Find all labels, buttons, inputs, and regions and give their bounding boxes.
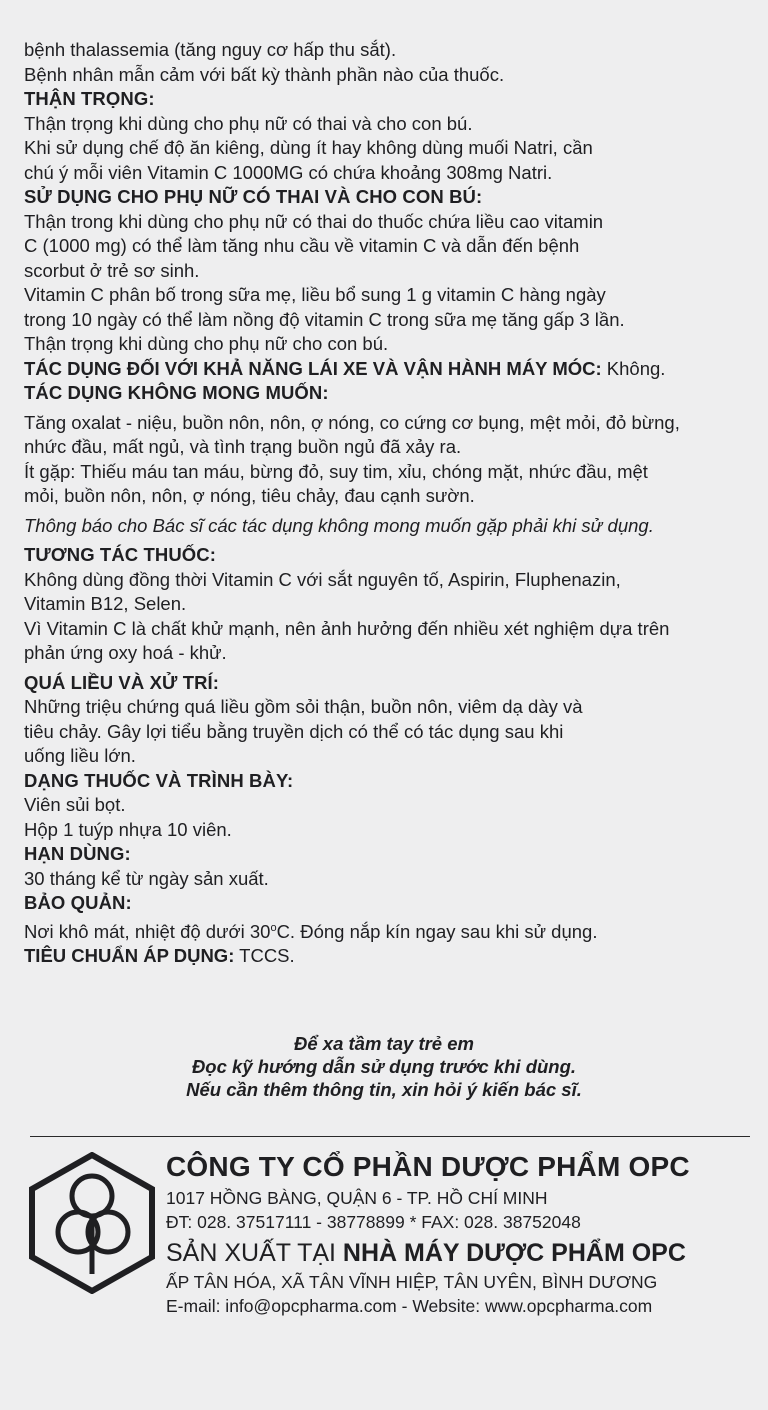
section-heading-form: DẠNG THUỐC VÀ TRÌNH BÀY: — [24, 769, 294, 791]
made-at-line — [166, 1236, 761, 1270]
standard-value: TCCS. — [234, 945, 295, 967]
text-line: tiêu chảy. Gây lợi tiểu bằng truyền dịch có thể có tác dụng sau khi — [24, 720, 564, 742]
text-line: nhức đầu, mất ngủ, và tình trạng buồn ngủ đã xảy ra. — [24, 436, 462, 457]
section-heading-than-trong: THẬN TRỌNG: — [24, 88, 155, 109]
text-line: Vitamin B12, Selen. — [24, 593, 187, 614]
text-line: Không dùng đồng thời Vitamin C với sắt nguyên tố, Aspirin, Fluphenazin, — [24, 568, 621, 590]
text-line: 30 tháng kể từ ngày sản xuất. — [24, 867, 269, 889]
degree-sign: o — [270, 921, 277, 934]
warning-block — [0, 1032, 768, 1101]
text-line: Hộp 1 tuýp nhựa 10 viên. — [24, 818, 232, 840]
text-line: trong 10 ngày có thể làm nồng độ vitamin C trong sữa mẹ tăng gấp 3 lần. — [24, 308, 625, 330]
standard-line — [24, 944, 754, 969]
section-heading-expiry: HẠN DÙNG: — [24, 843, 131, 864]
section-heading-standard: TIÊU CHUẨN ÁP DỤNG: — [24, 945, 235, 967]
text-line: scorbut ở trẻ sơ sinh. — [24, 259, 200, 281]
company-block — [166, 1148, 761, 1318]
section-heading-pregnancy: SỬ DỤNG CHO PHỤ NỮ CÓ THAI VÀ CHO CON BÚ: — [24, 186, 483, 207]
text-line: Bệnh nhân mẫn cảm với bất kỳ thành phần nào của thuốc. — [24, 63, 505, 85]
section-heading-side-effects: TÁC DỤNG KHÔNG MONG MUỐN: — [24, 382, 329, 403]
text-line: Vitamin C phân bố trong sữa mẹ, liều bổ sung 1 g vitamin C hàng ngày — [24, 284, 606, 305]
text-line: mỏi, buồn nôn, nôn, ợ nóng, tiêu chảy, đau cạnh sườn. — [24, 485, 475, 506]
company-phone: ĐT: 028. 37517111 - 38778899 * FAX: 028. 38752048 — [166, 1212, 581, 1232]
text-line: phản ứng oxy hoá - khử. — [24, 642, 227, 663]
section-heading-overdose: QUÁ LIỀU VÀ XỬ TRÍ: — [24, 671, 220, 693]
text-line: Thận trong khi dùng cho phụ nữ có thai do thuốc chứa liều cao vitamin — [24, 210, 604, 232]
factory-address: ẤP TÂN HÓA, XÃ TÂN VĨNH HIỆP, TÂN UYÊN, BÌNH DƯƠNG — [166, 1272, 658, 1292]
warning-line: Đọc kỹ hướng dẫn sử dụng trước khi dùng. — [191, 1056, 577, 1077]
text-line: Viên sủi bọt. — [24, 794, 126, 815]
text-line: uống liều lớn. — [24, 745, 136, 766]
section-heading-storage: BẢO QUẢN: — [24, 892, 132, 913]
text-line: Những triệu chứng quá liều gồm sỏi thận, buồn nôn, viêm dạ dày và — [24, 696, 583, 717]
text-line: Khi sử dụng chế độ ăn kiêng, dùng ít hay không dùng muối Natri, cần — [24, 137, 593, 158]
storage-text-before: Nơi khô mát, nhiệt độ dưới 30 — [24, 920, 271, 942]
made-at-label: SẢN XUẤT TẠI — [166, 1239, 343, 1267]
opc-logo — [28, 1152, 156, 1294]
text-line: Thận trọng khi dùng cho phụ nữ có thai và cho con bú. — [24, 112, 473, 134]
storage-line — [24, 916, 754, 945]
warning-line: Nếu cần thêm thông tin, xin hỏi ý kiến bác sĩ. — [186, 1079, 582, 1100]
driving-value: Không. — [601, 357, 666, 379]
factory-name: NHÀ MÁY DƯỢC PHẨM OPC — [342, 1239, 686, 1267]
driving-line — [24, 357, 754, 382]
text-line: chú ý mỗi viên Vitamin C 1000MG có chứa khoảng 308mg Natri. — [24, 161, 553, 183]
section-heading-interactions: TƯƠNG TÁC THUỐC: — [24, 544, 217, 565]
company-name: CÔNG TY CỔ PHẦN DƯỢC PHẨM OPC — [166, 1151, 690, 1182]
storage-text-after: C. Đóng nắp kín ngay sau khi sử dụng. — [276, 920, 598, 942]
divider — [30, 1136, 750, 1137]
warning-line: Để xa tầm tay trẻ em — [294, 1033, 474, 1054]
text-line: Thận trọng khi dùng cho phụ nữ cho con bú. — [24, 333, 389, 354]
company-contact: E-mail: info@opcpharma.com - Website: www.opcpharma.com — [166, 1296, 653, 1316]
leaflet-text — [24, 38, 754, 969]
text-line: Vì Vitamin C là chất khử mạnh, nên ảnh hưởng đến nhiều xét nghiệm dựa trên — [24, 617, 670, 639]
company-address: 1017 HỒNG BÀNG, QUẬN 6 - TP. HỒ CHÍ MINH — [166, 1188, 548, 1208]
text-line: C (1000 mg) có thể làm tăng nhu cầu về vitamin C và dẫn đến bệnh — [24, 235, 580, 256]
text-line: Tăng oxalat - niệu, buồn nôn, nôn, ợ nóng, co cứng cơ bụng, mệt mỏi, đỏ bừng, — [24, 411, 680, 433]
text-line: bệnh thalassemia (tăng nguy cơ hấp thu sắt). — [24, 39, 397, 60]
section-heading-driving: TÁC DỤNG ĐỐI VỚI KHẢ NĂNG LÁI XE VÀ VẬN HÀNH MÁY MÓC: — [24, 357, 602, 379]
side-effects-note: Thông báo cho Bác sĩ các tác dụng không mong muốn gặp phải khi sử dụng. — [24, 514, 654, 536]
text-line: Ít gặp: Thiếu máu tan máu, bừng đỏ, suy tim, xỉu, chóng mặt, nhức đầu, mệt — [24, 460, 648, 482]
